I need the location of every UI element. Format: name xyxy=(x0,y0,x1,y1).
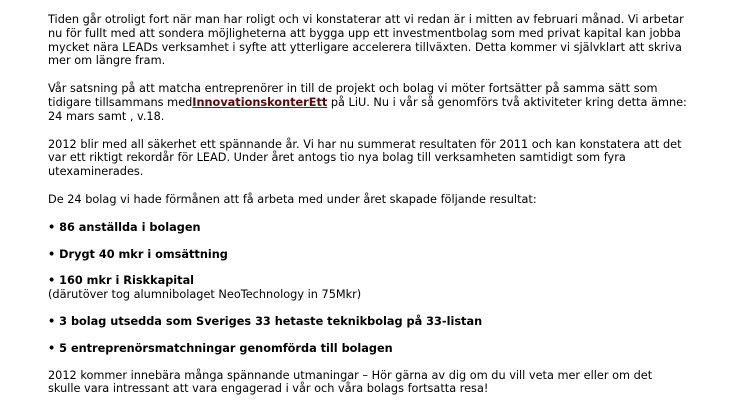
bullet-revenue xyxy=(48,248,688,262)
bullet-revenue-text: • Drygt 40 mkr i omsättning xyxy=(48,247,228,261)
document-body xyxy=(48,13,688,396)
bullet-risk-capital-text: • 160 mkr i Riskkapital xyxy=(48,274,195,288)
bullet-matchings xyxy=(48,342,688,356)
results-intro-paragraph: De 24 bolag vi hade förmånen att få arbeta med under året skapade följande resultat: xyxy=(48,192,537,206)
intro-paragraph: Tiden går otroligt fort när man har roligt och vi konstaterar att vi redan är i mitten av februari månad. Vi arbetar nu för fullt med att sondera möjligheterna att bygga upp ett investmentbolag som med privat kapital kan jobba mycket nära LEADs verksamhet i syfte att ytterligare accelerera tillväxten. Detta kommer vi självklart att skriva mer om längre fram. xyxy=(48,13,684,68)
matching-text-start: Vår satsning på att matcha entreprenörer in till de projekt och bolag vi möter fortsätter på samma sätt som tidigare tillsammans med xyxy=(48,82,658,109)
bullet-hottest xyxy=(48,315,688,329)
innovationskontor-link[interactable]: InnovationskonterEtt xyxy=(192,95,328,109)
matching-text-end: på LiU. Nu i vår så genomförs två aktiviteter kring detta ämne: xyxy=(327,95,687,109)
bullet-matchings-text: • 5 entreprenörsmatchningar genomförda till bolagen xyxy=(48,341,393,355)
bullet-risk-capital-note: (därutöver tog alumnibolaget NeoTechnology in 75Mkr) xyxy=(48,288,362,302)
results-2011-paragraph: 2012 blir med all säkerhet ett spännande år. Vi har nu summerat resultaten för 2011 och kan konstatera att det var ett riktigt rekordår för LEAD. Under året antogs tio nya bolag till verksamheten samtidigt som fyra utexaminerades. xyxy=(48,137,682,179)
bullet-employees-text: • 86 anställda i bolagen xyxy=(48,220,201,234)
matching-paragraph xyxy=(48,82,688,123)
bullet-hottest-text: • 3 bolag utsedda som Sveriges 33 hetaste teknikbolag på 33-listan xyxy=(48,314,483,328)
closing-paragraph: 2012 kommer innebära många spännande utmaningar – Hör gärna av dig om du vill veta mer eller om det skulle vara intressant att vara engagerad i vår och våra bolags fortsatta resa! xyxy=(48,368,653,396)
bullet-risk-capital xyxy=(48,274,688,302)
matching-dates: 24 mars samt , v.18. xyxy=(48,109,165,123)
bullet-employees xyxy=(48,221,688,235)
